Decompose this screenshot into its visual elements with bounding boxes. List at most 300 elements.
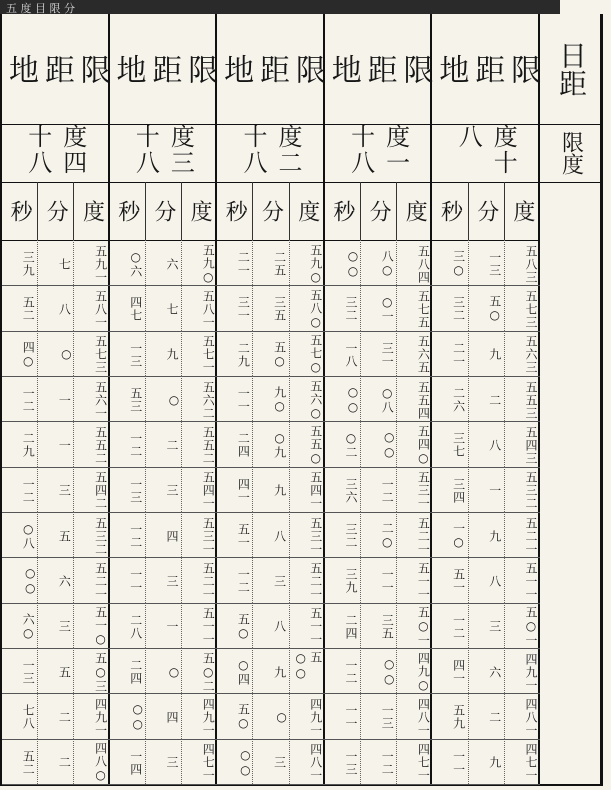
unit-label: 分: [145, 182, 181, 240]
block-header-char: 地: [325, 54, 361, 84]
table-cell: 四九一: [181, 693, 217, 738]
table-cell: 五八一: [73, 285, 109, 330]
table-row: [432, 648, 540, 694]
block-header-char: 限: [289, 54, 325, 84]
data-area: [2, 240, 110, 784]
table-cell: 五九一: [73, 240, 109, 285]
block-header: [325, 14, 433, 125]
table-cell: 五六○: [289, 376, 325, 421]
table-cell: 七八: [21, 704, 36, 731]
table-cell: 一三: [360, 693, 396, 738]
table-cell: 六: [37, 557, 73, 602]
table-cell: 六: [468, 648, 504, 693]
table-cell: 一一: [236, 387, 251, 414]
table-cell: 五○一: [504, 603, 540, 648]
table-cell: ○: [145, 376, 181, 421]
table-cell: 三一: [236, 296, 251, 323]
block-header-char: 地: [110, 54, 146, 84]
table-cell: 三九: [21, 251, 36, 278]
table-cell: 二○: [360, 512, 396, 557]
table-row: [217, 739, 325, 785]
table-cell: 三六: [343, 477, 358, 504]
unit-label: 度: [504, 182, 540, 240]
table-cell: 五六二: [181, 376, 217, 421]
table-row: [325, 603, 433, 649]
table-cell: 一三: [343, 749, 358, 776]
table-cell: ○○: [360, 648, 396, 693]
table-cell: 四八一: [504, 693, 540, 738]
table-row: [325, 557, 433, 603]
table-cell: 三一: [360, 331, 396, 376]
table-cell: 五八三: [504, 240, 540, 285]
table-row: [110, 648, 218, 694]
table-row: [2, 739, 110, 785]
table-cell: 五五○: [289, 421, 325, 466]
table-row: [217, 376, 325, 422]
table-row: [217, 512, 325, 558]
table-row: [110, 240, 218, 286]
table-cell: 五三二: [504, 467, 540, 512]
table-row: [2, 240, 110, 286]
table-cell: 一三: [128, 341, 143, 368]
table-row: [2, 376, 110, 422]
table-block: [323, 14, 433, 784]
table-cell: 三: [468, 603, 504, 648]
table-cell: 五三一: [289, 512, 325, 557]
table-cell: 四: [145, 693, 181, 738]
table-cell: 五六三: [504, 331, 540, 376]
table-cell: 一一: [360, 557, 396, 602]
table-cell: 五七○: [289, 331, 325, 376]
table-cell: 四七一: [181, 739, 217, 784]
table-cell: 三: [252, 739, 288, 784]
table-row: [2, 331, 110, 377]
table-cell: 一八: [343, 341, 358, 368]
table-row: [432, 285, 540, 331]
table-cell: 九: [468, 512, 504, 557]
unit-row: [217, 182, 325, 241]
table-row: [2, 285, 110, 331]
table-cell: 五○: [236, 703, 251, 732]
table-cell: ○: [252, 693, 288, 738]
table-row: [432, 512, 540, 558]
table-cell: ○八: [21, 522, 36, 551]
table-row: [325, 467, 433, 513]
table-cell: 九: [252, 467, 288, 512]
table-row: [110, 421, 218, 467]
table-cell: 二四: [236, 432, 251, 459]
table-cell: 五二: [21, 749, 36, 776]
table-cell: 二四: [128, 659, 143, 686]
table-cell: 五六一: [73, 376, 109, 421]
table-cell: 一二: [236, 568, 251, 595]
table-row: [325, 331, 433, 377]
table-cell: 五七三: [504, 285, 540, 330]
table-row: [217, 557, 325, 603]
table-row: [2, 512, 110, 558]
table-cell: 三: [145, 467, 181, 512]
table-cell: 五八一: [181, 285, 217, 330]
table-cell: 四九一: [504, 648, 540, 693]
table-cell: 一: [37, 376, 73, 421]
data-area: [110, 240, 218, 784]
table-block: [215, 14, 325, 784]
table-cell: 五一○: [73, 603, 109, 648]
table-cell: 四九○: [396, 648, 432, 693]
table-cell: 五四二: [73, 467, 109, 512]
table-row: [432, 557, 540, 603]
table-cell: 八: [252, 603, 288, 648]
table-cell: 三四: [451, 477, 466, 504]
table-cell: 五五三: [504, 376, 540, 421]
table-cell: 九○: [252, 376, 288, 421]
table-block: [108, 14, 218, 784]
table-cell: 七: [37, 240, 73, 285]
table-row: [217, 467, 325, 513]
table-cell: 五九○: [289, 240, 325, 285]
unit-label: 秒: [437, 200, 463, 222]
table-cell: 二: [468, 693, 504, 738]
table-cell: 五七五: [396, 285, 432, 330]
table-cell: 五二一: [504, 512, 540, 557]
unit-label: 秒: [329, 200, 355, 222]
table-cell: 七: [145, 285, 181, 330]
block-sublabel: 度十八: [432, 124, 540, 183]
table-cell: 一二: [21, 387, 36, 414]
table-cell: 四八○: [73, 739, 109, 784]
table-cell: 二一: [236, 251, 251, 278]
table-cell: 一: [468, 467, 504, 512]
table-cell: 三二: [343, 523, 358, 550]
table-cell: 一二: [360, 467, 396, 512]
table-cell: ○九: [252, 421, 288, 466]
table-cell: ○○: [360, 421, 396, 466]
table-row: [110, 603, 218, 649]
table-row: [432, 603, 540, 649]
table-row: [217, 603, 325, 649]
table-row: [2, 421, 110, 467]
table-row: [217, 421, 325, 467]
unit-label: 分: [252, 182, 288, 240]
table-cell: 二: [37, 739, 73, 784]
table-cell: 八: [468, 421, 504, 466]
table-cell: 五○○: [289, 648, 325, 693]
table-cell: 一三: [468, 240, 504, 285]
table-cell: 一二: [128, 523, 143, 550]
table-cell: 四七一: [396, 739, 432, 784]
unit-label: 度: [73, 182, 109, 240]
data-area: [325, 240, 433, 784]
data-area: [217, 240, 325, 784]
table-cell: 四八一: [289, 739, 325, 784]
block-sublabel: 度二十八: [217, 124, 325, 183]
table-cell: 六: [145, 240, 181, 285]
table-cell: 五○三: [73, 648, 109, 693]
table-row: [2, 648, 110, 694]
table-cell: 五五二: [181, 421, 217, 466]
table-row: [217, 240, 325, 286]
table-cell: 二: [145, 421, 181, 466]
table-row: [110, 331, 218, 377]
table-cell: 三五: [252, 285, 288, 330]
scan-edge-strip: [0, 0, 560, 14]
table-cell: 三五: [360, 603, 396, 648]
table-cell: 四七: [128, 296, 143, 323]
table-cell: 二: [37, 693, 73, 738]
block-header: [217, 14, 325, 125]
table-cell: 五二: [21, 296, 36, 323]
block-header: [432, 14, 540, 125]
block-header: [110, 14, 218, 125]
table-row: [432, 331, 540, 377]
table-row: [217, 331, 325, 377]
table-row: [2, 467, 110, 513]
table-cell: 五二一: [396, 512, 432, 557]
table-cell: 二一: [451, 341, 466, 368]
block-sublabel: 度一十八: [325, 124, 433, 183]
block-header-char: 地: [2, 54, 38, 84]
unit-label: 秒: [222, 200, 248, 222]
unit-label: 度: [181, 182, 217, 240]
table-cell: 三: [37, 467, 73, 512]
table-row: [217, 693, 325, 739]
table-cell: 五一一: [504, 557, 540, 602]
table-row: [110, 376, 218, 422]
table-cell: ○○: [130, 702, 145, 733]
table-cell: 四一: [451, 659, 466, 686]
table-cell: 三: [37, 603, 73, 648]
table-cell: 五八四: [396, 240, 432, 285]
table-cell: 三: [252, 557, 288, 602]
block-sublabel: 度三十八: [110, 124, 218, 183]
block-header-char: 距: [361, 54, 397, 84]
table-cell: 九: [252, 648, 288, 693]
day-column: [538, 14, 602, 784]
table-cell: 五二一: [73, 557, 109, 602]
table-row: [325, 240, 433, 286]
table-cell: 二五: [252, 240, 288, 285]
table-row: [325, 512, 433, 558]
table-cell: ○○: [238, 747, 253, 778]
table-row: [110, 512, 218, 558]
table-cell: 八○: [360, 240, 396, 285]
unit-label: 分: [468, 182, 504, 240]
table-cell: 八: [468, 557, 504, 602]
table-cell: ○六: [128, 250, 143, 279]
table-cell: 四九一: [289, 693, 325, 738]
table-cell: 二八: [128, 613, 143, 640]
table-cell: 一四: [128, 749, 143, 776]
day-column-title: 日距: [540, 14, 602, 125]
table-cell: 五五二: [73, 421, 109, 466]
table-cell: 五一一: [289, 603, 325, 648]
table-row: [2, 603, 110, 649]
table-row: [325, 421, 433, 467]
table-cell: 一一: [343, 704, 358, 731]
unit-row: [2, 182, 110, 241]
table-cell: 五四○: [396, 421, 432, 466]
table-cell: 五四一: [181, 467, 217, 512]
table-cell: 二九: [21, 432, 36, 459]
table-cell: 二: [468, 376, 504, 421]
table-cell: ○: [145, 648, 181, 693]
table-cell: ○一: [360, 285, 396, 330]
table-cell: 三二: [451, 296, 466, 323]
table-cell: 五三: [128, 387, 143, 414]
table-cell: 一二: [21, 477, 36, 504]
table-row: [217, 285, 325, 331]
table-cell: ○○: [345, 249, 360, 280]
block-header-char: 距: [146, 54, 182, 84]
table-cell: 五一: [236, 523, 251, 550]
table-cell: 一: [145, 603, 181, 648]
table-row: [325, 648, 433, 694]
table-cell: 四○: [21, 340, 36, 369]
table-cell: 五一一: [181, 603, 217, 648]
unit-label: 分: [37, 182, 73, 240]
block-header-char: 限: [182, 54, 218, 84]
table-cell: 五九○: [181, 240, 217, 285]
table-cell: 五○: [252, 331, 288, 376]
table-row: [110, 693, 218, 739]
table-row: [217, 648, 325, 694]
table-cell: 二六: [451, 387, 466, 414]
table-row: [110, 557, 218, 603]
table-cell: 五一: [451, 568, 466, 595]
table-cell: 五二一: [181, 557, 217, 602]
block-header: [2, 14, 110, 125]
table-cell: 九: [145, 331, 181, 376]
table-row: [2, 557, 110, 603]
unit-label: 秒: [114, 200, 140, 222]
table-cell: 三○: [451, 250, 466, 279]
table-cell: 五八○: [289, 285, 325, 330]
table-row: [432, 467, 540, 513]
table-cell: 三: [145, 739, 181, 784]
table-cell: 一○: [451, 522, 466, 551]
table-cell: 一一: [451, 749, 466, 776]
table-cell: 一一: [128, 568, 143, 595]
unit-row: [325, 182, 433, 241]
block-header-char: 限: [397, 54, 433, 84]
table-cell: 五四一: [289, 467, 325, 512]
table-cell: 五三一: [396, 467, 432, 512]
table-cell: 五九: [451, 704, 466, 731]
table-row: [432, 240, 540, 286]
table-cell: 五○: [468, 285, 504, 330]
table-cell: 五一一: [396, 557, 432, 602]
block-header-char: 地: [433, 54, 469, 84]
table-cell: 五二一: [289, 557, 325, 602]
table-cell: 八: [252, 512, 288, 557]
table-cell: 五五四: [396, 376, 432, 421]
table-cell: ○: [37, 331, 73, 376]
table-cell: 八: [37, 285, 73, 330]
table-cell: 五三二: [73, 512, 109, 557]
table-cell: 五○: [236, 612, 251, 641]
table-row: [325, 739, 433, 785]
table-cell: 五: [37, 512, 73, 557]
table-cell: ○二: [343, 431, 358, 460]
table-cell: 一二: [128, 432, 143, 459]
table-cell: 四八一: [396, 693, 432, 738]
block-header-char: 距: [469, 54, 505, 84]
table-block: [0, 14, 110, 784]
table-cell: 五七三: [73, 331, 109, 376]
table-cell: 四: [145, 512, 181, 557]
table-cell: 二四: [343, 613, 358, 640]
table-cell: 一: [37, 421, 73, 466]
table-cell: 一二: [360, 739, 396, 784]
unit-label: 度: [396, 182, 432, 240]
table-cell: ○○: [345, 385, 360, 416]
table-row: [432, 376, 540, 422]
unit-label: 分: [360, 182, 396, 240]
table-cell: 五三一: [181, 512, 217, 557]
table-cell: 五六五: [396, 331, 432, 376]
table-row: [2, 693, 110, 739]
unit-label: 度: [289, 182, 325, 240]
block-header-char: 限: [505, 54, 541, 84]
table-cell: 五: [37, 648, 73, 693]
table-cell: 三二: [343, 296, 358, 323]
astronomical-table: [0, 14, 603, 786]
block-header-char: 地: [218, 54, 254, 84]
table-cell: 九: [468, 739, 504, 784]
table-cell: 五七一: [181, 331, 217, 376]
table-cell: 二九: [236, 341, 251, 368]
block-header-char: 距: [254, 54, 289, 84]
data-area: [432, 240, 540, 784]
unit-row: [110, 182, 218, 241]
table-cell: 一三: [128, 477, 143, 504]
table-cell: 九: [468, 331, 504, 376]
table-row: [325, 285, 433, 331]
table-row: [325, 693, 433, 739]
unit-row: [432, 182, 540, 241]
table-row: [325, 376, 433, 422]
day-column-subtitle: 限度: [540, 124, 602, 183]
scan-edge-text: 五 度 目 限 分: [6, 2, 75, 15]
table-cell: ○○: [23, 566, 38, 597]
block-sublabel: 度四十八: [2, 124, 110, 183]
table-cell: 五○一: [396, 603, 432, 648]
table-cell: 四九一: [73, 693, 109, 738]
table-cell: 一二: [343, 659, 358, 686]
table-cell: 四七一: [504, 739, 540, 784]
table-cell: 五○二: [181, 648, 217, 693]
block-header-char: 限: [74, 54, 110, 84]
table-cell: ○四: [236, 658, 251, 687]
table-row: [432, 693, 540, 739]
unit-label: 秒: [7, 200, 33, 222]
table-cell: 三七: [451, 432, 466, 459]
table-cell: 一二: [451, 613, 466, 640]
table-row: [110, 285, 218, 331]
table-cell: 四一: [236, 477, 251, 504]
table-row: [110, 739, 218, 785]
table-row: [432, 421, 540, 467]
block-header-char: 距: [38, 54, 74, 84]
table-cell: ○八: [360, 376, 396, 421]
table-cell: 一三: [21, 659, 36, 686]
table-cell: 六○: [21, 612, 36, 641]
table-cell: 三: [145, 557, 181, 602]
table-block: [430, 14, 540, 784]
table-cell: 三九: [343, 568, 358, 595]
table-cell: 五四三: [504, 421, 540, 466]
table-row: [432, 739, 540, 785]
